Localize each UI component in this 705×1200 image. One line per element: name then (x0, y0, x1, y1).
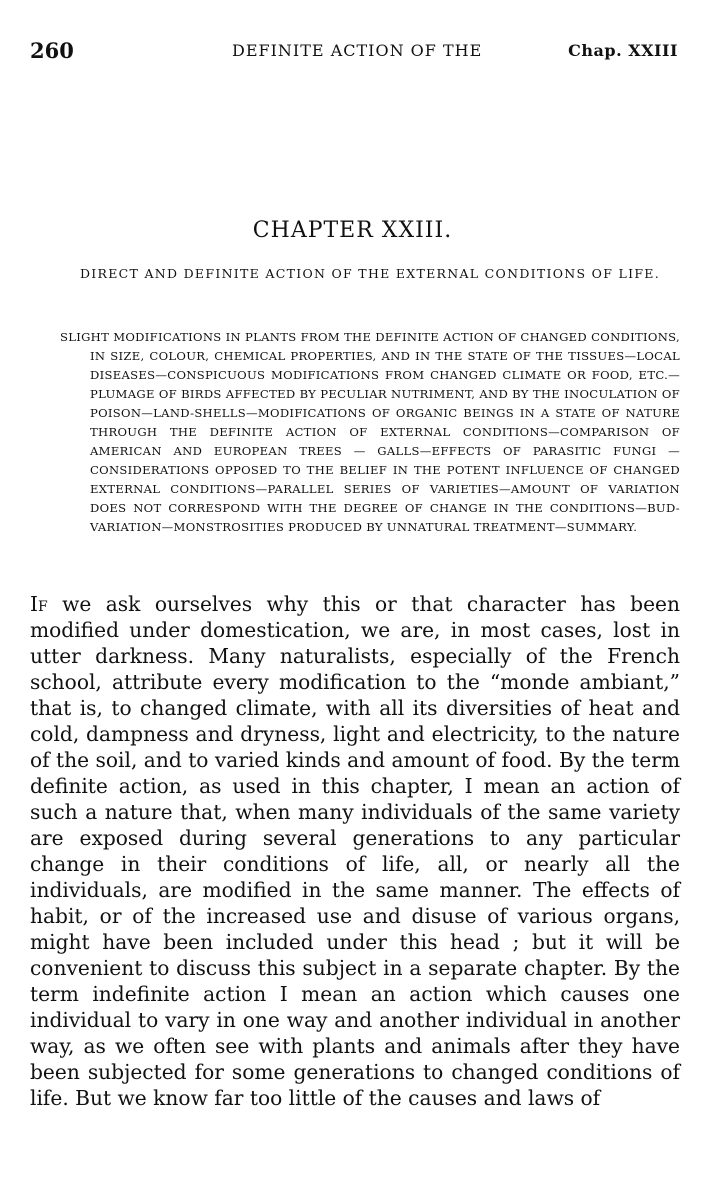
page-header (30, 38, 678, 68)
chapter-subtitle: DIRECT AND DEFINITE ACTION OF THE EXTERNAL CONDITIONS OF LIFE. (79, 266, 660, 281)
chapter-synopsis (60, 328, 680, 537)
body-text (30, 591, 680, 1111)
page-number: 260 (30, 38, 74, 63)
paragraph-text: we ask ourselves why this or that character has been modified under domestication, we are, in most cases, lost in utter darkness. Many naturalists, especially of the French school, attribute every modification to the “monde ambiant,” that is, to changed climate, with all its diversities of heat and cold, dampness and dryness, light and electricity, to the nature of the soil, and to varied kinds and amount of food. By the term definite action, as used in this chapter, I mean an action of such a nature that, when many individuals of the same variety are exposed during several generations to any particular change in their conditions of life, all, or nearly all the individuals, are modified in the same manner. The effects of habit, or of the increased use and disuse of various organs, might have been included under this head ; but it will be convenient to discuss this subject in a separate chapter. By the term indefinite action I mean an action which causes one individual to vary in one way and another individual in another way, as we often see with plants and animals after they have been subjected for some generations to changed conditions of life. But we know far too little of the causes and laws of (30, 592, 680, 1110)
first-word: If (30, 592, 48, 616)
running-title: DEFINITE ACTION OF THE (232, 41, 483, 60)
synopsis-text: SLIGHT MODIFICATIONS IN PLANTS FROM THE DEFINITE ACTION OF CHANGED CONDITIONS, IN SIZE, COLOUR, CHEMICAL PROPERTIES, AND IN THE STATE OF THE TISSUES—LOCAL DISEASES—CONSPICUOUS MODIFICATIONS FROM CHANGED CLIMATE OR FOOD, ETC.—PLUMAGE OF BIRDS AFFECTED BY PECULIAR NUTRIMENT, AND BY THE INOCULATION OF POISON—LAND-SHELLS—MODIFICATIONS OF ORGANIC BEINGS IN A STATE OF NATURE THROUGH THE DEFINITE ACTION OF EXTERNAL CONDITIONS—COMPARISON OF AMERICAN AND EUROPEAN TREES — GALLS—EFFECTS OF PARASITIC FUNGI — CONSIDERATIONS OPPOSED TO THE BELIEF IN THE POTENT INFLUENCE OF CHANGED EXTERNAL CONDITIONS—PARALLEL SERIES OF VARIETIES—AMOUNT OF VARIATION DOES NOT CORRESPOND WITH THE DEGREE OF CHANGE IN THE CONDITIONS—BUD-VARIATION—MONSTROSITIES PRODUCED BY UNNATURAL TREATMENT—SUMMARY. (60, 330, 680, 534)
chapter-reference: Chap. XXIII (568, 41, 678, 60)
body-paragraph (30, 591, 680, 1111)
chapter-title: CHAPTER XXIII. (252, 218, 453, 243)
